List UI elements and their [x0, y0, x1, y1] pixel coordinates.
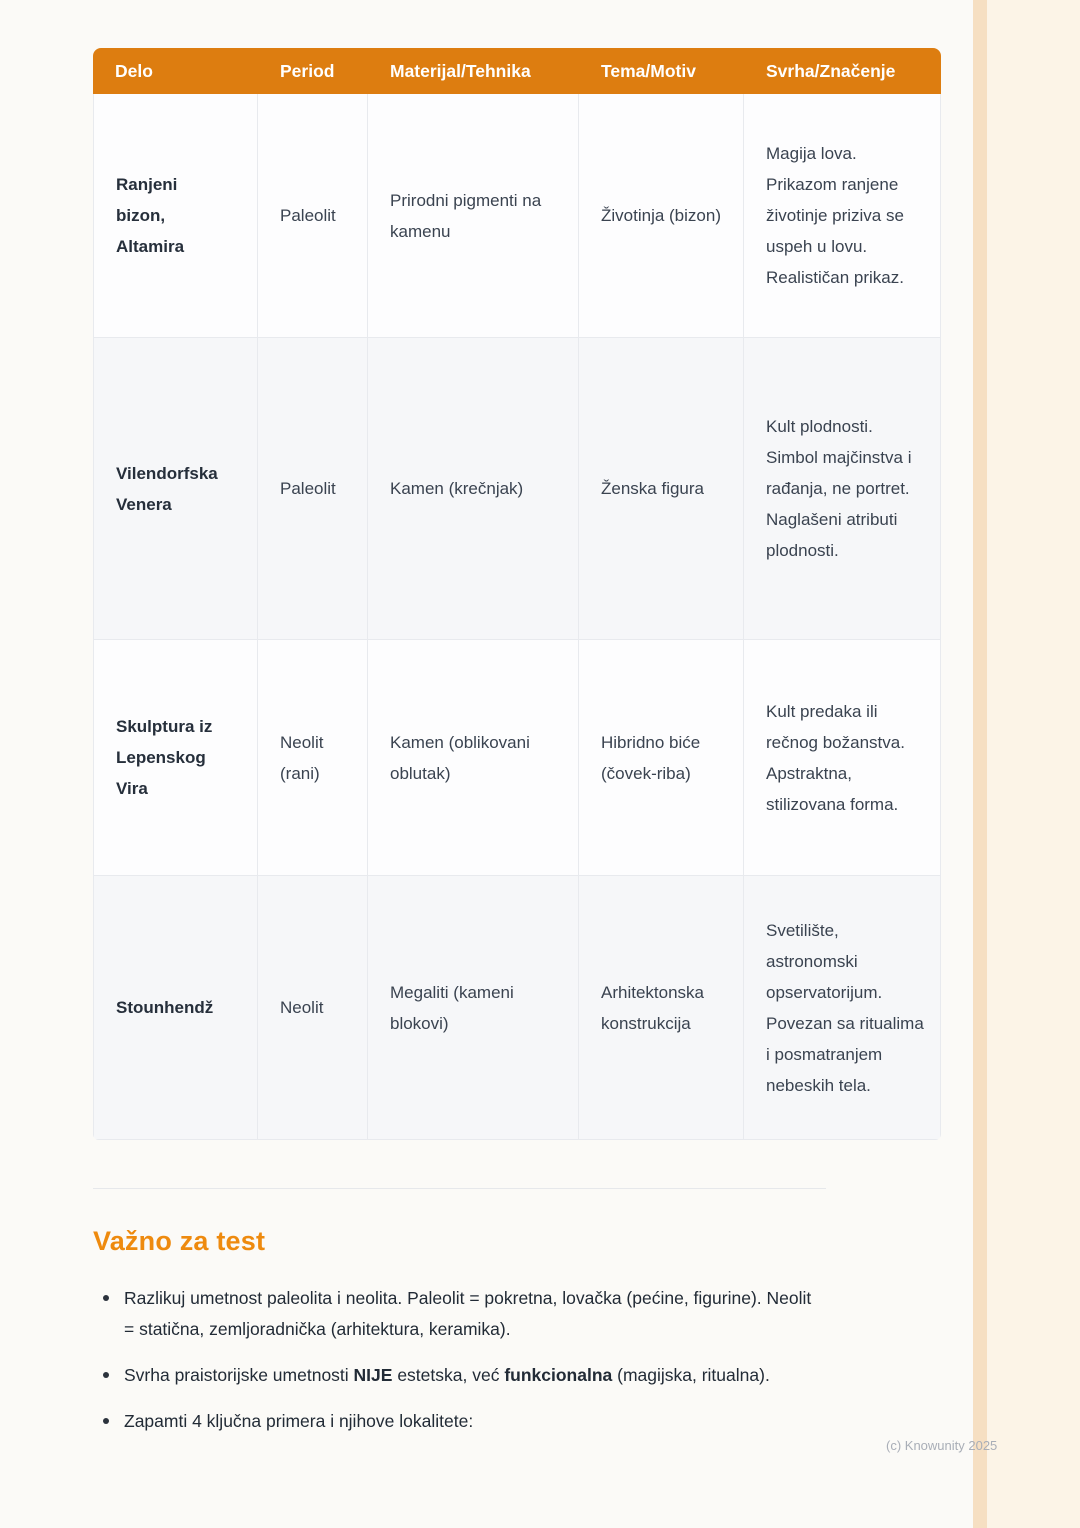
- cell-period: Paleolit: [258, 94, 368, 338]
- bullet-list: [93, 1283, 823, 1437]
- cell-svrha: Kult plodnosti. Simbol majčinstva i rađanja, ne portret. Naglašeni atributi plodnosti.: [744, 338, 941, 640]
- col-header-materijal: Materijal/Tehnika: [368, 48, 579, 94]
- cell-materijal: Kamen (oblikovani oblutak): [368, 640, 579, 876]
- right-margin: [987, 0, 1080, 1528]
- cell-delo: Skulptura iz Lepenskog Vira: [93, 640, 258, 876]
- list-item: [93, 1406, 823, 1437]
- cell-period: Paleolit: [258, 338, 368, 640]
- table-row: [93, 640, 941, 876]
- artworks-table-wrap: [93, 48, 941, 1140]
- cell-tema: Arhitektonska konstrukcija: [579, 876, 744, 1140]
- cell-tema: Životinja (bizon): [579, 94, 744, 338]
- cell-svrha: Magija lova. Prikazom ranjene životinje priziva se uspeh u lovu. Realističan prikaz.: [744, 94, 941, 338]
- bullet-text: Zapamti 4 ključna primera i njihove lokalitete:: [124, 1411, 474, 1431]
- list-item: [93, 1283, 823, 1345]
- right-accent-stripe: [973, 0, 987, 1528]
- col-header-tema: Tema/Motiv: [579, 48, 744, 94]
- col-header-svrha: Svrha/Značenje: [744, 48, 941, 94]
- cell-delo: Ranjeni bizon, Altamira: [93, 94, 258, 338]
- col-header-delo: Delo: [93, 48, 258, 94]
- table-row: [93, 338, 941, 640]
- cell-svrha: Kult predaka ili rečnog božanstva. Apstraktna, stilizovana forma.: [744, 640, 941, 876]
- bullet-text: estetska, već: [392, 1365, 505, 1385]
- cell-svrha: Svetilište, astronomski opservatorijum. Povezan sa ritualima i posmatranjem nebeskih tela.: [744, 876, 941, 1140]
- cell-delo: Vilendorfska Venera: [93, 338, 258, 640]
- bullet-bold-text: NIJE: [353, 1365, 393, 1385]
- bullet-text: (magijska, ritualna).: [612, 1365, 770, 1385]
- cell-materijal: Kamen (krečnjak): [368, 338, 579, 640]
- copyright-text: (c) Knowunity 2025: [886, 1438, 998, 1453]
- bullet-text: Razlikuj umetnost paleolita i neolita. Paleolit = pokretna, lovačka (pećine, figurine). Neolit = statična, zemljoradnička (arhitektura, keramika).: [124, 1288, 812, 1339]
- col-header-period: Period: [258, 48, 368, 94]
- section-title: Važno za test: [93, 1226, 266, 1256]
- cell-period: Neolit: [258, 876, 368, 1140]
- cell-materijal: Prirodni pigmenti na kamenu: [368, 94, 579, 338]
- table-row: [93, 94, 941, 338]
- cell-delo: Stounhendž: [93, 876, 258, 1140]
- page-content: [93, 48, 941, 1452]
- cell-period: Neolit (rani): [258, 640, 368, 876]
- cell-tema: Ženska figura: [579, 338, 744, 640]
- bullet-text: Svrha praistorijske umetnosti: [124, 1365, 354, 1385]
- divider: [93, 1188, 826, 1189]
- artworks-table: [93, 48, 941, 1140]
- cell-tema: Hibridno biće (čovek-riba): [579, 640, 744, 876]
- list-item: [93, 1360, 823, 1391]
- bullet-bold-text: funkcionalna: [504, 1365, 613, 1385]
- cell-materijal: Megaliti (kameni blokovi): [368, 876, 579, 1140]
- table-header-row: [93, 48, 941, 94]
- table-row: [93, 876, 941, 1140]
